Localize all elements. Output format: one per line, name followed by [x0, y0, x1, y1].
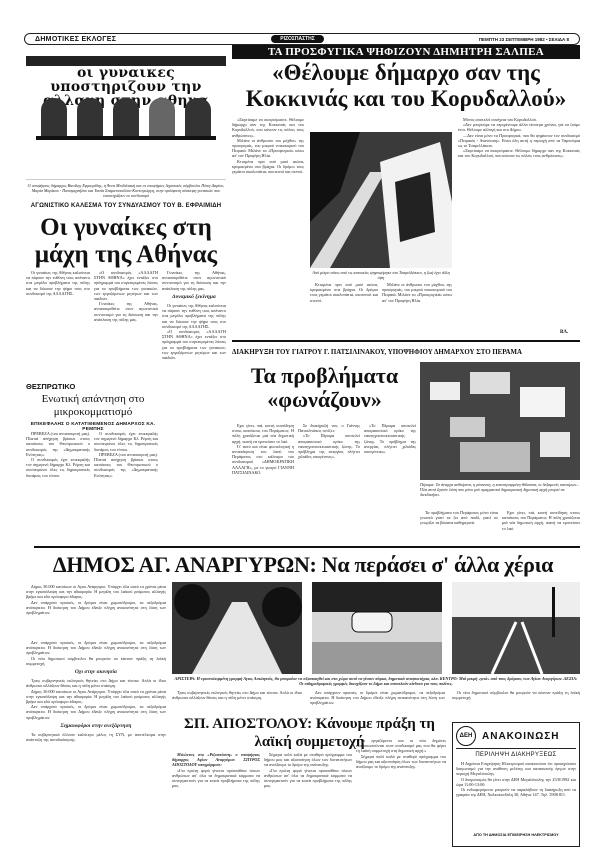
perama-photo-caption: Πέραμα: Τα άναρχα αυθαίρετα, η ρύπανση, η κατεστραμμένη θάλασσα, οι δεξαμενές καυσίμων... Όλα αυτά ζητούν λύση που μόνο μιά πραγματικά δημοκρατική δημοτική αρχή μπορεί να διεκδικήσει.: [420, 482, 580, 498]
announcement-subtitle: ΠΕΡΙΛΗΨΗ ΔΙΑΚΗΡΥΞΕΩΣ: [475, 752, 557, 758]
thesprotiko-col-2: [94, 431, 158, 531]
paragraph: Οι νέοι δημοτικοί σύμβουλοι θα μπορούν να κάνουν πράξη τη λαϊκή συμμετοχή.: [26, 655, 166, 666]
anargyroi-col-3: [310, 690, 445, 716]
perama-col-1: [232, 423, 294, 533]
railway-line-photo: [172, 582, 302, 674]
paragraph: Τα κυβερνητικά έλλειπε καλύτερο μέλος τη ΣΥΝ, με αποτέλεσμα στην ανάπτυξη της αυτοδιοίκησης.: [26, 732, 166, 743]
paragraph: Μιλάνε οι άνθρωποι του μόχθου, της προσφυγιάς, του μικρού νοικοκυριού του Πειραιά. Μιλάνε τα «Προσφυγικά» κάτω απ' τον Προφήτη Ηλία.: [232, 137, 304, 159]
anargyroi-headline: ΔΗΜΟΣ ΑΓ. ΑΝΑΡΓΥΡΩΝ: Να περάσει σ' άλλα χέρια: [52, 552, 554, 577]
paragraph: Οι εργαζόμενοι και οι νέοι δημότες εκπροσωπούνται στον συνδυασμό μας που θα φέρει τη λαϊκή συμμετοχή στη δημοτική αρχή.»: [356, 738, 446, 754]
paragraph: Οι ενδιαφερόμενοι μπορούν να παραλάβουν τη διακήρυξη από τα γραφεία της ΔΕΗ, Χαλκοκονδύλη 30, Αθήνα 147. Τηλ. 5908.811.: [456, 787, 576, 798]
paragraph: Οι γυναίκες της Αθήνας καλούνται να πάρουν την ευθύνη τους απέναντι στα μεγάλα προβλήματα της πόλης και να δώσουν την ψήφο τους στο συνδυασμό της ΑΛΛΑΓΗΣ.: [26, 270, 90, 296]
women-photo-caption: Ο υποψήφιος δήμαρχος Βασίλης Εφραιμίδης, η Άννα Μπιδιλιακή και οι υποψήφιες δημοτικές σύμβουλοι Πόπη Δαρίου, Μαρία Μαρίκου - Παπαμιχαήλου και Τασία Σταματοπούλου-Κοντογιώργη, στην πρόσφατη σύσκεψη γυναικών που υποστηρίζουν το συνδυασμό: [27, 183, 225, 199]
paragraph: Δεν υπάρχουν πρασιές, οι δρόμοι είναι χωματόδρομοι, τα πεζοδρόμια ανύπαρκτα. Η διοίκηση του Δήμου έδειξε πλήρη ανικανότητα στη λύση των προβλημάτων.: [26, 640, 166, 656]
panel-people: [36, 98, 216, 138]
date-page: ΠΕΜΠΤΗ 23 ΣΕΠΤΕΜΒΡΗ 1982 • ΣΕΛΙΔΑ 8: [478, 36, 569, 42]
apostolou-col-3: [356, 738, 446, 850]
perama-col-5: [502, 510, 580, 536]
salpeas-signature: ΒΛ.: [560, 330, 569, 335]
subhead: Δυναμικό ξεκίνημα: [172, 293, 216, 300]
subhead: Σημαιοφόροι στην ανεξάρτηση: [60, 722, 132, 729]
paragraph: Ο συνδυασμός έχει επικεφαλής τον σημερινό δήμαρχο Κλ. Ρέμπη και συσπειρώνει όλες τις δημοκρατικές δυνάμεις του τόπου.: [94, 431, 158, 452]
thesprotiko-headline: Ενωτική απάντηση στο μικροκομματισμό: [41, 393, 145, 418]
paragraph: Η Δημόσια Επιχείρηση Ηλεκτρισμού ανακοινώνει ότι προκηρύσσει διαγωνισμό για την ανάθεση μελέτης και κατασκευής έργων στην περιοχή Μεγαλόπολης.: [456, 761, 576, 777]
announcement-body: [456, 761, 576, 831]
panel-table: [36, 136, 216, 140]
subhead: Οχι στην ακινησία: [74, 669, 118, 676]
announcement-title: ΑΝΑΚΟΙΝΩΣΗ: [482, 730, 560, 742]
paragraph: Τρεις κυβερνητικές εκλογικές θητείες στο Δήμο και τίποτα. Απλά οι ίδιοι άνθρωποι αλλάζουν θέσεις και η πόλη μένει στάσιμη.: [26, 678, 166, 689]
paragraph: Ο συνδυασμός έχει επικεφαλής τον σημερινό δήμαρχο Κλ. Ρέμπη και συσπειρώνει όλες τις δημοκρατικές δυνάμεις του τόπου.: [26, 457, 90, 478]
tree-lined-track-illustration: [172, 582, 302, 674]
paragraph: Εχει γίνει, πιά, κοινή συνείδηση στους κατοίκους του Περάματος: Η πόλη χρειάζεται μιά νέα δημοτική αρχή, ικανή να εμπνεύσει το λαό.: [232, 423, 294, 444]
paragraph: Εχει γίνει, πιά, κοινή συνείδηση στους κατοίκους του Περάματος: Η πόλη χρειάζεται μιά νέα δημοτική αρχή, ικανή να εμπνεύσει το λαό.: [502, 510, 580, 531]
paragraph: Γυναίκες της Αθήνας, ανταποκριθείτε στον αγωνιστικό συντονισμό για τη διάσωση και την ανάπλαση της πόλης μας.: [94, 301, 158, 322]
paragraph: «Ο συνδυασμός «ΑΛΛΑΓΗ ΣΤΗΝ ΑΘΗΝΑ» έχει εντάξει στο πρόγραμμά του συγκεκριμένες λύσεις για τα προβλήματα των γυναικών, των εργαζόμενων μητέρων και των παιδιών.: [94, 270, 158, 302]
paragraph: Δεν υπάρχουν πρασιές, οι δρόμοι είναι χωματόδρομοι, τα πεζοδρόμια ανύπαρκτα. Η διοίκηση του Δήμου έδειξε πλήρη ανικανότητα στη λύση των προβλημάτων.: [26, 599, 166, 616]
left-body-col-3: [162, 270, 226, 540]
person-figure: [185, 98, 211, 138]
paragraph: Γυναίκες της Αθήνας, ανταποκριθείτε στον αγωνιστικό συντονισμό για τη διάσωση και την ανάπλαση της πόλης μας.: [162, 270, 226, 291]
section-label: ΔΗΜΟΤΙΚΕΣ ΕΚΛΟΓΕΣ: [35, 35, 117, 43]
paragraph: «Ξεφτίσαμε να σκεφτόμαστε. Θέλουμε δήμαρχο σαν της Κοκκινιάς και του Κορυδαλλού, που κάνουν τις πόλεις τους ανθρώπινες».: [458, 148, 580, 159]
anargyroi-col-2: [172, 690, 302, 716]
paragraph: Κτισμένα πριν από μισό αιώνα, κρεμασμένα στα βράχια. Οι δρόμοι τους γεμάτοι σκαλοπάτια, σκοτεινοί και στενοί.: [232, 158, 304, 175]
person-figure: [77, 98, 103, 138]
paragraph: Μόνος αποτελεί συνέχεια του Κορυδαλλού.: [463, 117, 537, 122]
women-meeting-photo: [26, 48, 226, 180]
street-car-illustration: [312, 582, 442, 674]
paragraph: «Ο συνδυασμός «ΑΛΛΑΓΗ ΣΤΗΝ ΑΘΗΝΑ» έχει εντάξει στο πρόγραμμά του συγκεκριμένες λύσεις για τα προβλήματα των γυναικών, των εργαζόμενων μητέρων και των παιδιών.: [162, 329, 226, 361]
paragraph: Γι' αυτό και είναι φυσιολογική η ανταπόκριση του λαού του Περάματος στο κάλεσμα του συνδυασμού «ΔΗΜΟΚΡΑΤΙΚΗ ΑΛΛΑΓΗ», με το γιατρό ΓΙΑΝΝΗ ΠΑΤΣΙΛΙΝΑΚΟ.: [232, 443, 294, 475]
rail-tracks-photo: [452, 582, 580, 674]
perama-col-3: [364, 423, 416, 533]
paragraph: Σήμερα πολύ καλά με σταθερό πρόγραμμα του δήμου μας και αξιοποίηση όλων των δυνατοτήτων να ανοίξουμε το δρόμο της ανάπτυξης.: [356, 753, 446, 770]
perama-headline: Τα προβλήματα «φωνάζουν»: [250, 363, 399, 412]
paragraph: «Ξεφτίσαμε να σκεφτόμαστε. Θέλουμε δήμαρχο σαν της Κοκκινιάς και του Κορυδαλλού, που κάνουν τις πόλεις τους ανθρώπινες».: [232, 117, 304, 138]
paragraph: «Δεν μπορούμε να περιμένουμε άλλα τέσσερα χρόνια, γιά να ζούμε έτσι. Θέλουμε αλλαγή και στο Δήμο».: [458, 122, 580, 133]
paragraph: Ο διαγωνισμός θα γίνει στην ΔΕΗ Μεγαλόπολης την 25/8/1982 και ώρα 11:00-13:00.: [456, 776, 576, 787]
paragraph: «Το Πέραμα αποτελεί αποφασιστικό κρίκο της ναυπηγοεπισκευαστικής ζώνης. Το πρόβλημα της ανεργίας πλήττει χιλιάδες οικογένειες».: [364, 423, 416, 455]
paragraph: Δεν υπάρχουν πρασιές, οι δρόμοι είναι χωματόδρομοι, τα πεζοδρόμια ανύπαρκτα. Η διοίκηση του Δήμου έδειξε πλήρη ανικανότητα στη λύση των προβλημάτων.: [26, 704, 166, 720]
thesprotiko-label: ΘΕΣΠΡΩΤΙΚΟ: [26, 382, 76, 391]
anargyroi-photos-caption: ΑΡΙΣΤΕΡΑ: Η εγκαταλειμμένη γραμμή Αγιος Ασκληπιός, θα μπορούσε να αξιοποιηθεί και στα χώρο αυτό να γίνουν πάρκα, δημοτικά αναψυκτήρια, κλπ. ΚΕΝΤΡΟ: Μιά μικρή «γειά» από τους δρόμους των Αγίων Αναργύρων. ΔΕΞΙΑ: Οι σιδηροδρομικές γραμμές διασχίζουν το Δήμο και αποτελούν κίνδυνο για τους πολίτες.: [174, 676, 578, 687]
left-kicker: ΑΓΩΝΙΣΤΙΚΟ ΚΑΛΕΣΜΑ ΤΟΥ ΣΥΝΔΥΑΣΜΟΥ ΤΟΥ Β. ΕΦΡΑΙΜΙΔΗ: [30, 203, 222, 209]
paragraph: Οι γυναίκες της Αθήνας καλούνται να πάρουν την ευθύνη τους απέναντι στα μεγάλα προβλήματα της πόλης και να δώσουν την ψήφο τους στο συνδυασμό της ΑΛΛΑΓΗΣ.: [162, 303, 226, 329]
photo-banner-text: οι γυναικες υποστηριζουν την αλλαγη αθηνα: [43, 65, 209, 109]
apostolou-col-1: [172, 752, 260, 850]
dei-logo-icon: ΔΕΗ: [456, 726, 476, 746]
paragraph: ΠΡΕΒΕΖΑ (του ανταποκριτή μας). Πλατιά απήχηση βρίσκει στους κατοίκους του Θεσπρωτικού ο συνδυασμός της «Δημοκρατικής Ενότητας».: [26, 431, 90, 457]
paragraph: Δεν υπάρχουν πρασιές, οι δρόμοι είναι χωματόδρομοι, τα πεζοδρόμια ανύπαρκτα. Η διοίκηση του Δήμου έδειξε πλήρη ανικανότητα στη λύση των προβλημάτων.: [310, 690, 445, 706]
paragraph: Σε διακήρυξή του, ο Γιάννης Πατσιλινάκος τονίζει:: [298, 423, 360, 434]
paragraph: Τρεις κυβερνητικές εκλογικές θητείες στο Δήμο και τίποτα. Απλά οι ίδιοι άνθρωποι αλλάζουν θέσεις και η πόλη μένει στάσιμη.: [172, 690, 302, 701]
section-rule: [232, 340, 580, 342]
paragraph: «Για πρώτη φορά γίνεται προσπάθεια τόσων ανθρώπων απ' όλα τα δημοκρατικά κόμματα να συνεργαστούν για τα κοινά προβλήματα της πόλης μας.: [264, 767, 352, 789]
paragraph: «Το Πέραμα αποτελεί αποφασιστικό κρίκο της ναυπηγοεπισκευαστικής ζώνης. Το πρόβλημα της ανεργίας πλήττει χιλιάδες οικογένειες».: [298, 433, 360, 460]
left-headline: Οι γυναίκες στη μάχη της Αθήνας: [34, 214, 218, 268]
paragraph: ΠΡΕΒΕΖΑ (του ανταποκριτή μας). Πλατιά απήχηση βρίσκει στους κατοίκους του Θεσπρωτικού ο συνδυασμός της «Δημοκρατικής Ενότητας».: [94, 451, 158, 478]
newspaper-name: ΡΙΖΟΣΠΑΣΤΗΣ: [271, 35, 324, 43]
left-body-col-2: [94, 270, 158, 375]
person-figure: [113, 98, 139, 138]
refugee-housing-photo: [310, 132, 452, 268]
paragraph: Δήμος 30.000 κατοίκων οι Αγιοι Ανάργυροι. Υπάρχει όλα αυτά τα χρόνια μέσα στην εγκατάλειψη και την αδιαφορία. Η μεγάλη του λαϊκού ρεύματος αλλαγής βρήκε και εδώ πρόσφορο έδαφος.: [26, 584, 166, 600]
salpeas-col-2: [310, 282, 378, 330]
salpeas-col-3: [382, 282, 452, 330]
perama-col-4: [420, 510, 498, 536]
anargyroi-body: [26, 640, 166, 848]
paragraph: Κτισμένα πριν από μισό αιώνα, κρεμασμένα στα βράχια. Οι δρόμοι τους γεμάτοι σκαλοπάτια, σκοτεινοί και στενοί.: [310, 282, 378, 303]
left-body-col-1: [26, 270, 90, 375]
paragraph: Μιλάνε οι άνθρωποι του μόχθου, της προσφυγιάς, του μικρού νοικοκυριού του Πειραιά. Μιλάνε τα «Προσφυγικά» κάτω απ' τον Προφήτη Ηλία.: [382, 282, 452, 303]
lead-paragraph: Μιλώντας στο «Ριζοσπάστη» ο υποψήφιος δήμαρχος Αγίων Αναργύρων ΣΠΥΡΟΣ ΑΠΟΣΤΟΛΟΥ υπογράμμισε:: [172, 752, 260, 768]
paragraph: «Για πρώτη φορά γίνεται προσπάθεια τόσων ανθρώπων απ' όλα τα δημοκρατικά κόμματα να συνεργαστούν για τα κοινά προβλήματα της πόλης μας.: [172, 767, 260, 789]
masthead: [24, 33, 580, 45]
refugee-photo-caption: Από μέτρο πάνω από τις κατοικίες ψηφοφόρηκε στο Τσαρελλάκειο, η ζωή έχει άλλη όψη: [312, 270, 450, 281]
paragraph: Τα προβλήματα του Περάματος μόνο είναι γνωστά γιατί τα ζει από παιδί, γιατί σε γνωρίζει τα βάσανα καθημερινά.: [420, 510, 498, 526]
apostolou-col-2: [264, 752, 352, 850]
announcement-footer: ΑΠΟ ΤΗ ΔΗΜΟΣΙΑ ΕΠΙΧΕΙΡΗΣΗ ΗΛΕΚΤΡΙΣΜΟΥ: [473, 833, 559, 837]
anargyroi-intro: [26, 584, 166, 634]
paragraph: Οι νέοι δημοτικοί σύμβουλοι θα μπορούν να κάνουν πράξη τη λαϊκή συμμετοχή.: [452, 690, 580, 701]
thesprotiko-col-1: [26, 431, 90, 531]
perama-col-2: [298, 423, 360, 533]
apostolou-headline: ΣΠ. ΑΠΟΣΤΟΛΟΥ: Κάνουμε πράξη τη λαϊκή συμμετοχή: [184, 716, 435, 750]
salpeas-col-4: [458, 117, 580, 327]
rail-tracks-illustration: [452, 582, 580, 674]
thesprotiko-kicker: ΕΠΙΚΕΦΑΛΗΣ Ο ΚΑΤΑΤΙΘΕΜΕΝΟΣ ΔΗΜΑΡΧΟΣ ΚΑ. ΡΕΜΠΗΣ: [30, 422, 156, 432]
perama-kicker: ΔΙΑΚΗΡΥΞΗ ΤΟΥ ΓΙΑΤΡΟΥ Γ. ΠΑΤΣΙΛΙΝΑΚΟΥ, ΥΠΟΨΗΦΙΟΥ ΔΗΜΑΡΧΟΥ ΣΤΟ ΠΕΡΑΜΑ: [232, 349, 522, 356]
salpeas-col-1: [232, 117, 304, 302]
salpeas-headline: «Θέλουμε δήμαρχο σαν της Κοκκινιάς και του Κορυδαλλού»: [245, 60, 567, 111]
person-figure: [41, 98, 67, 138]
paragraph: Σήμερα πολύ καλά με σταθερό πρόγραμμα του δήμου μας και αξιοποίηση όλων των δυνατοτήτων να ανοίξουμε το δρόμο της ανάπτυξης.: [264, 752, 352, 768]
section-rule: [34, 546, 580, 548]
paragraph: Δήμος 30.000 κατοίκων οι Αγιοι Ανάργυροι. Υπάρχει όλα αυτά τα χρόνια μέσα στην εγκατάλειψη και την αδιαφορία. Η μεγάλη του λαϊκού ρεύματος αλλαγής βρήκε και εδώ πρόσφορο έδαφος.: [26, 688, 166, 705]
street-car-photo: [312, 582, 442, 674]
anargyroi-col-4: [452, 690, 580, 716]
salpeas-banner: ΤΑ ΠΡΟΣΦΥΓΙΚΑ ΨΗΦΙΖΟΥΝ ΔΗΜΗΤΡΗ ΣΑΛΠΕΑ: [232, 45, 580, 59]
dei-announcement: [452, 722, 580, 847]
paragraph: —Δεν είναι μόνο τα Προσφυγικά, που θα ψηφίσουν τον συνδυασμό «Πειραιάς - Ανανέωση». Είναι όλη αυτή η περιοχή από τα Ταμπούρια ως το Τσαρελλάκειο.: [458, 132, 580, 149]
perama-hillside-illustration: [420, 362, 580, 480]
announcement-header: [456, 726, 576, 749]
stairs-houses-illustration: [310, 132, 452, 268]
person-figure: [149, 98, 175, 138]
perama-photo: [420, 362, 580, 480]
